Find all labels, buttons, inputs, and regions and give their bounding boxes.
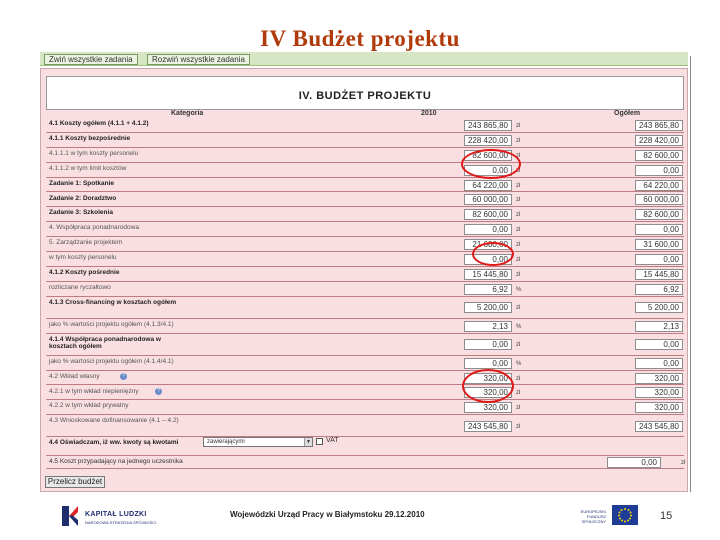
- cost-per-participant-row: [46, 456, 684, 469]
- total-input[interactable]: 6,92: [635, 284, 683, 295]
- year-2010-input[interactable]: 15 445,80: [464, 269, 512, 280]
- table-row: [46, 386, 684, 401]
- slide-title: IV Budżet projektu: [260, 26, 460, 51]
- row-label: 4.1.2 Koszty pośrednie: [49, 269, 120, 276]
- table-row: [46, 148, 684, 163]
- recalculate-budget-button[interactable]: Przelicz budżet: [45, 476, 105, 488]
- cost-per-participant-unit: zł: [681, 460, 686, 466]
- year-unit: zł: [516, 405, 521, 412]
- row-label: 4.1.1 Koszty bezpośrednie: [49, 134, 131, 142]
- table-row: [46, 237, 684, 252]
- year-2010-input[interactable]: 6,92: [464, 284, 512, 295]
- year-2010-input[interactable]: 82 600,00: [464, 150, 512, 161]
- row-label: rozliczane ryczałtowo: [49, 283, 111, 291]
- year-unit: zł: [516, 375, 521, 382]
- year-unit: zł: [516, 227, 521, 234]
- row-label: 4.1.1.2 w tym limit kosztów: [49, 164, 127, 172]
- section-header: [46, 76, 684, 110]
- year-2010-input[interactable]: 21 600,00: [464, 239, 512, 250]
- total-input[interactable]: 0,00: [635, 358, 683, 369]
- total-input[interactable]: 0,00: [635, 165, 683, 176]
- year-2010-input[interactable]: 320,00: [464, 373, 512, 384]
- help-icon[interactable]: ?: [155, 388, 162, 395]
- total-input[interactable]: 243 545,80: [635, 421, 683, 432]
- section-title: IV. BUDŻET PROJEKTU: [298, 90, 432, 102]
- total-input[interactable]: 0,00: [635, 224, 683, 235]
- year-unit: %: [516, 323, 522, 330]
- year-unit: zł: [516, 182, 521, 189]
- year-unit: zł: [516, 242, 521, 249]
- vat-select[interactable]: [203, 437, 313, 447]
- year-2010-input[interactable]: 228 420,00: [464, 135, 512, 146]
- column-header-category: Kategoria: [171, 110, 204, 117]
- row-label: w tym koszty personelu: [49, 254, 117, 262]
- expand-all-button[interactable]: Rozwiń wszystkie zadania: [147, 54, 250, 65]
- eu-fund-text: EUROPEJSKI FUNDUSZ SPOŁECZNY: [580, 509, 606, 524]
- row-label: 4.1.1.1 w tym koszty personelu: [49, 149, 139, 157]
- vat-select-value: zawierającymi: [207, 439, 245, 445]
- table-row: [46, 118, 684, 133]
- table-row: [46, 400, 684, 415]
- year-2010-input[interactable]: 243 545,80: [464, 421, 512, 432]
- row-label: 4.1.4 Współpraca ponadnarodowa w kosztach ogółem: [49, 335, 161, 351]
- table-row: [46, 267, 684, 282]
- column-header-total: Ogółem: [614, 110, 641, 117]
- year-unit: %: [516, 286, 522, 293]
- total-input[interactable]: 0,00: [635, 339, 683, 350]
- year-2010-input[interactable]: 64 220,00: [464, 180, 512, 191]
- table-row: [46, 163, 684, 178]
- eu-social-fund-logo: [562, 503, 642, 527]
- total-input[interactable]: 0,00: [635, 254, 683, 265]
- total-input[interactable]: 82 600,00: [635, 209, 683, 220]
- year-unit: zł: [516, 152, 521, 159]
- year-2010-input[interactable]: 60 000,00: [464, 194, 512, 205]
- total-input[interactable]: 31 600,00: [635, 239, 683, 250]
- year-unit: zł: [516, 423, 521, 430]
- row-label: 4.2.1 w tym wkład niepieniężny: [49, 387, 139, 395]
- highlight-circle-personnel: [461, 149, 521, 179]
- year-2010-input[interactable]: 0,00: [464, 224, 512, 235]
- kapital-ludzki-icon: [60, 504, 80, 528]
- vat-checkbox[interactable]: [316, 438, 323, 445]
- highlight-circle-own-contribution: [462, 369, 514, 403]
- year-2010-input[interactable]: 0,00: [464, 339, 512, 350]
- kapital-ludzki-title: KAPITAŁ LUDZKI: [85, 511, 147, 518]
- row-label: 4.2 Wkład własny: [49, 372, 100, 380]
- chevron-down-icon: ▼: [304, 438, 312, 446]
- page-number: 15: [660, 510, 673, 522]
- year-unit: %: [516, 360, 522, 367]
- help-icon[interactable]: ?: [120, 373, 127, 380]
- total-input[interactable]: 2,13: [635, 321, 683, 332]
- table-row: [46, 371, 684, 386]
- row-label: Zadanie 1: Spotkanie: [49, 179, 115, 187]
- table-row: [46, 207, 684, 222]
- year-2010-input[interactable]: 2,13: [464, 321, 512, 332]
- table-row: [46, 282, 684, 297]
- row-label: Zadanie 3: Szkolenia: [49, 209, 113, 217]
- total-input[interactable]: 320,00: [635, 373, 683, 384]
- table-row: [46, 222, 684, 237]
- table-row: [46, 178, 684, 193]
- total-input[interactable]: 320,00: [635, 402, 683, 413]
- table-row: [46, 193, 684, 208]
- total-input[interactable]: 228 420,00: [635, 135, 683, 146]
- year-unit: zł: [516, 271, 521, 278]
- year-2010-input[interactable]: 243 865,80: [464, 120, 512, 131]
- total-input[interactable]: 5 200,00: [635, 302, 683, 313]
- year-2010-input[interactable]: 320,00: [464, 402, 512, 413]
- collapse-all-button[interactable]: Zwiń wszystkie zadania: [44, 54, 138, 65]
- budget-form: [40, 68, 688, 492]
- total-input[interactable]: 60 000,00: [635, 194, 683, 205]
- table-row: [46, 415, 684, 437]
- total-input[interactable]: 82 600,00: [635, 150, 683, 161]
- column-header-year: 2010: [421, 110, 437, 117]
- scrollbar[interactable]: [690, 56, 691, 492]
- year-2010-input[interactable]: 5 200,00: [464, 302, 512, 313]
- table-row: [46, 133, 684, 148]
- total-input[interactable]: 320,00: [635, 387, 683, 398]
- statement-row: [46, 435, 684, 456]
- row-label: Zadanie 2: Doradztwo: [49, 194, 117, 202]
- row-label: 4.2.2 w tym wkład prywatny: [49, 402, 129, 410]
- toolbar: [40, 52, 688, 66]
- table-row: [46, 319, 684, 334]
- year-2010-input[interactable]: 0,00: [464, 358, 512, 369]
- year-unit: zł: [516, 212, 521, 219]
- year-2010-input[interactable]: 0,00: [464, 254, 512, 265]
- highlight-circle-management: [472, 242, 514, 266]
- kapital-ludzki-subtitle: NARODOWA STRATEGIA SPÓJNOŚCI: [85, 520, 157, 525]
- year-2010-input[interactable]: 320,00: [464, 387, 512, 398]
- statement-label: 4.4 Oświadczam, iż ww. kwoty są kwotami: [49, 439, 179, 446]
- footer-text: Wojewódzki Urząd Pracy w Białymstoku 29.12.2010: [230, 510, 425, 519]
- year-unit: zł: [516, 197, 521, 204]
- row-label: 4.1 Koszty ogółem (4.1.1 + 4.1.2): [49, 120, 149, 127]
- year-unit: zł: [516, 305, 521, 312]
- kapital-ludzki-logo: [60, 502, 160, 532]
- year-unit: zł: [516, 137, 521, 144]
- year-2010-input[interactable]: 82 600,00: [464, 209, 512, 220]
- table-row: [46, 252, 684, 267]
- row-label: jako % wartości projektu ogółem (4.1.4/4.1): [49, 357, 174, 365]
- cost-per-participant-input[interactable]: 0,00: [607, 457, 661, 468]
- cost-per-participant-label: 4.5 Koszt przypadający na jednego uczestnika: [49, 458, 183, 465]
- year-unit: zł: [516, 342, 521, 349]
- year-unit: zł: [516, 257, 521, 264]
- year-unit: zł: [516, 390, 521, 397]
- year-unit: zł: [516, 167, 521, 174]
- row-label: 4. Współpraca ponadnarodowa: [49, 224, 139, 232]
- total-input[interactable]: 243 865,80: [635, 120, 683, 131]
- row-label: 4.3 Wnioskowane dofinansowanie (4.1 – 4.2): [49, 417, 179, 425]
- table-row: [46, 356, 684, 371]
- row-label: jako % wartości projektu ogółem (4.1.3/4.1): [49, 320, 174, 328]
- row-label: 4.1.3 Cross-financing w kosztach ogółem: [49, 298, 177, 306]
- total-input[interactable]: 64 220,00: [635, 180, 683, 191]
- eu-flag-icon: [612, 505, 638, 525]
- total-input[interactable]: 15 445,80: [635, 269, 683, 280]
- vat-label: VAT: [326, 437, 339, 444]
- year-2010-input[interactable]: 0,00: [464, 165, 512, 176]
- table-row: [46, 297, 684, 319]
- table-row: [46, 334, 684, 356]
- year-unit: zł: [516, 122, 521, 129]
- row-label: 5. Zarządzanie projektem: [49, 239, 123, 247]
